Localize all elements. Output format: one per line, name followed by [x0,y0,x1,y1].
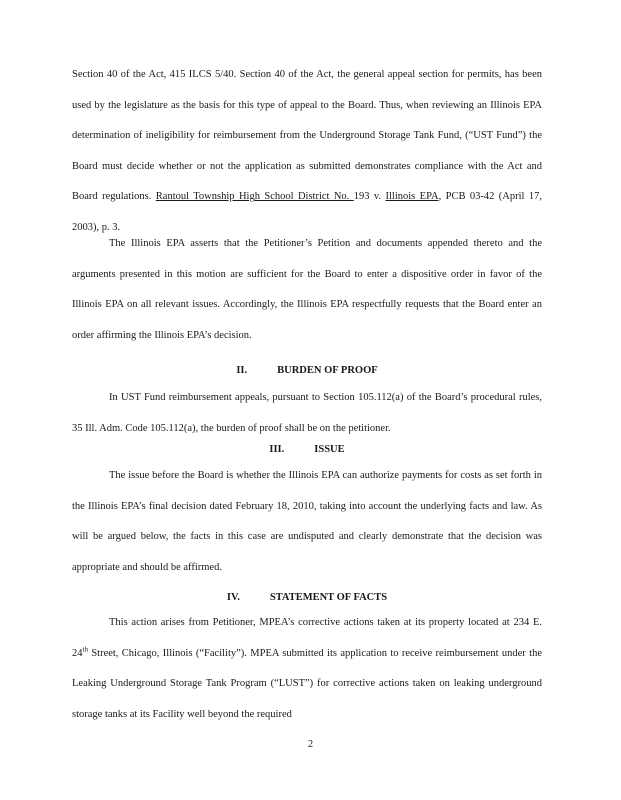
paragraph-burden-of-proof: In UST Fund reimbursement appeals, pursuant to Section 105.112(a) of the Board’s procedural rules, 35 Ill. Adm. Code 105.112(a), the burden of proof shall be on the petitioner. [72,392,542,434]
heading-statement-of-facts-number: IV. [226,592,240,603]
paragraph-dispositive-order: The Illinois EPA asserts that the Petitioner’s Petition and documents appended thereto and the arguments presented in this motion are sufficient for the Board to enter a dispositive order in favor of the Illinois EPA on all relevant issues. Accordingly, the Illinois EPA respectfully requests that the Board enter an order affirming the Illinois EPA’s decision. [72,238,542,341]
case-versus: v. [369,191,386,203]
paragraph-statement-of-facts-text-2: Street, Chicago, Illinois (“Facility”). MPEA submitted its application to receive reimbursement under the Leaking Underground Storage Tank Program (“LUST”) for corrective actions taken on leaking underground storage tanks at its Facility well beyond the required [72,647,542,720]
paragraph-appeal-standard-text: Section 40 of the Act, 415 ILCS 5/40. Section 40 of the Act, the general appeal section for permits, has been used by the legislature as the basis for this type of appeal to the Board. Thus, when reviewing an Illinois EPA determination of ineligibility for reimbursement from the Underground Storage Tank Fund, (“UST Fund”) the Board must decide whether or not the application as submitted demonstrates compliance with the Act and Board regulations. [72,69,542,203]
page-number: 2 [307,739,314,750]
ordinal-suffix: th [82,645,88,654]
heading-burden-of-proof [72,365,542,376]
case-name-rantoul-part1: Rantoul Township High School District No. [155,191,354,203]
heading-statement-of-facts-title: STATEMENT OF FACTS [269,592,388,603]
paragraph-issue: The issue before the Board is whether the Illinois EPA can authorize payments for costs as set forth in the Illinois EPA’s final decision dated February 18, 2010, taking into account the underlying facts and law. As will be argued below, the facts in this case are undisputed and clearly demonstrate that the decision was appropriate and should be affirmed. [72,470,542,573]
heading-statement-of-facts [72,592,542,603]
heading-issue-title: ISSUE [314,444,345,455]
case-number: 193 [353,191,370,203]
case-name-illinois-epa: Illinois EPA [385,191,439,203]
heading-burden-of-proof-number: II. [236,365,248,376]
heading-issue [72,444,542,455]
heading-issue-number: III. [269,444,285,455]
case-citation: , PCB 03-42 (April 17, 2003), p. 3. [72,191,542,233]
paragraph-appeal-standard [72,60,542,244]
paragraph-statement-of-facts [72,608,542,730]
heading-burden-of-proof-title: BURDEN OF PROOF [277,365,378,376]
paragraph-statement-of-facts-text-1: This action arises from Petitioner, MPEA’s corrective actions taken at its property located at 234 E. 24 [72,617,542,659]
